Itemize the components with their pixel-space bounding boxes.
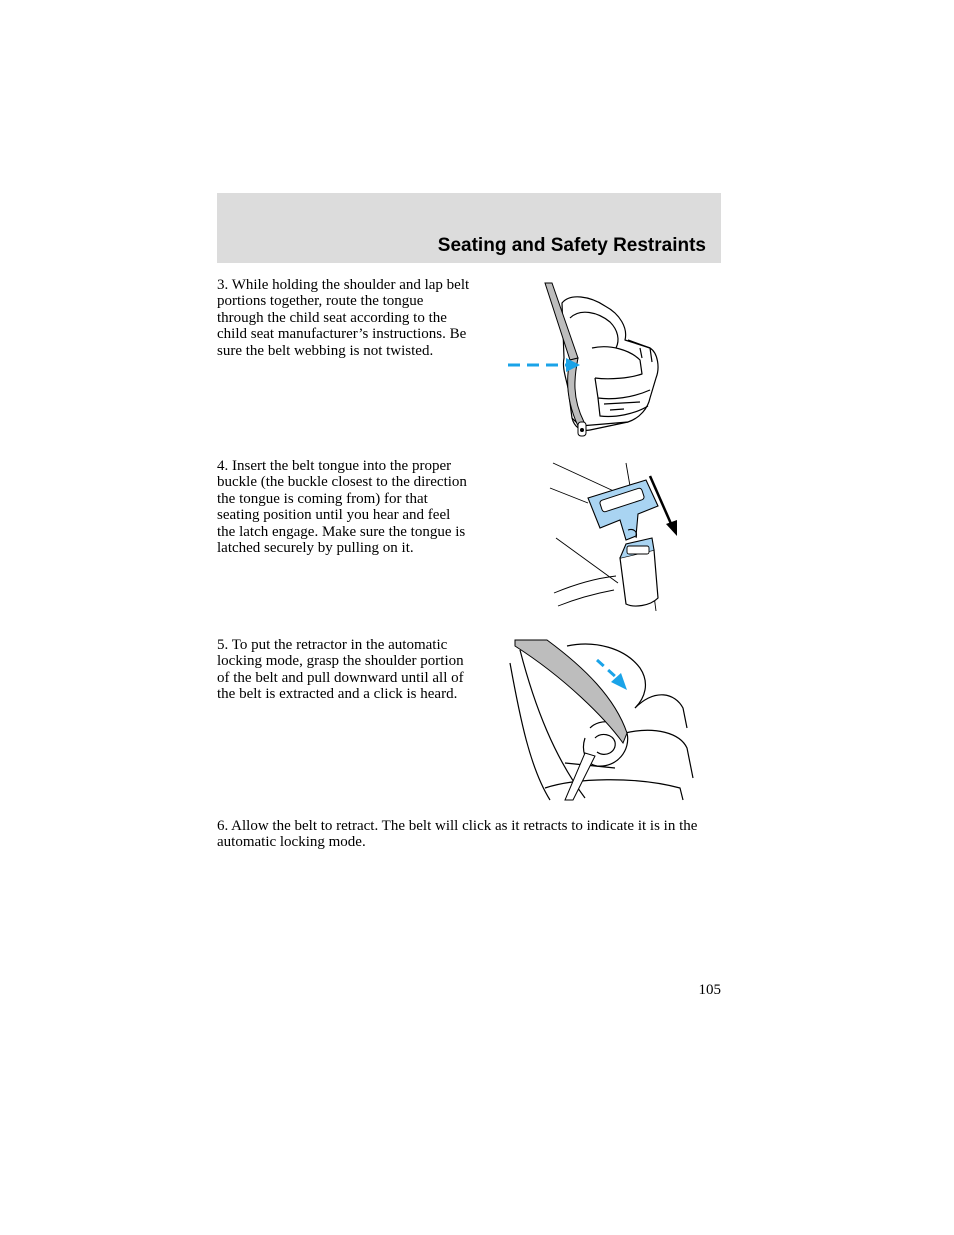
page-number: 105 [698, 982, 721, 998]
section-header [217, 193, 721, 263]
step-5-text: 5. To put the retractor in the automatic locking mode, grasp the shoulder portion of the belt and pull downward until all of the belt is extracted and a click is heard. [217, 637, 464, 703]
section-title: Seating and Safety Restraints [437, 235, 706, 256]
step-4-text: 4. Insert the belt tongue into the proper buckle (the buckle closest to the direction the tongue is coming from) for that seating position until you hear and feel the latch engage. Make sure the tongue is latched securely by pulling on it. [217, 458, 467, 557]
belt-buckle-illustration [548, 458, 683, 613]
child-seat-routing-illustration [500, 278, 670, 443]
retractor-pull-illustration [505, 638, 700, 803]
step-3-text: 3. While holding the shoulder and lap belt portions together, route the tongue through the child seat according to the child seat manufacturer’s instructions. Be sure the belt webbing is not twisted. [217, 277, 470, 359]
step-6-text: 6. Allow the belt to retract. The belt will click as it retracts to indicate it is in the automatic locking mode. [217, 818, 698, 851]
